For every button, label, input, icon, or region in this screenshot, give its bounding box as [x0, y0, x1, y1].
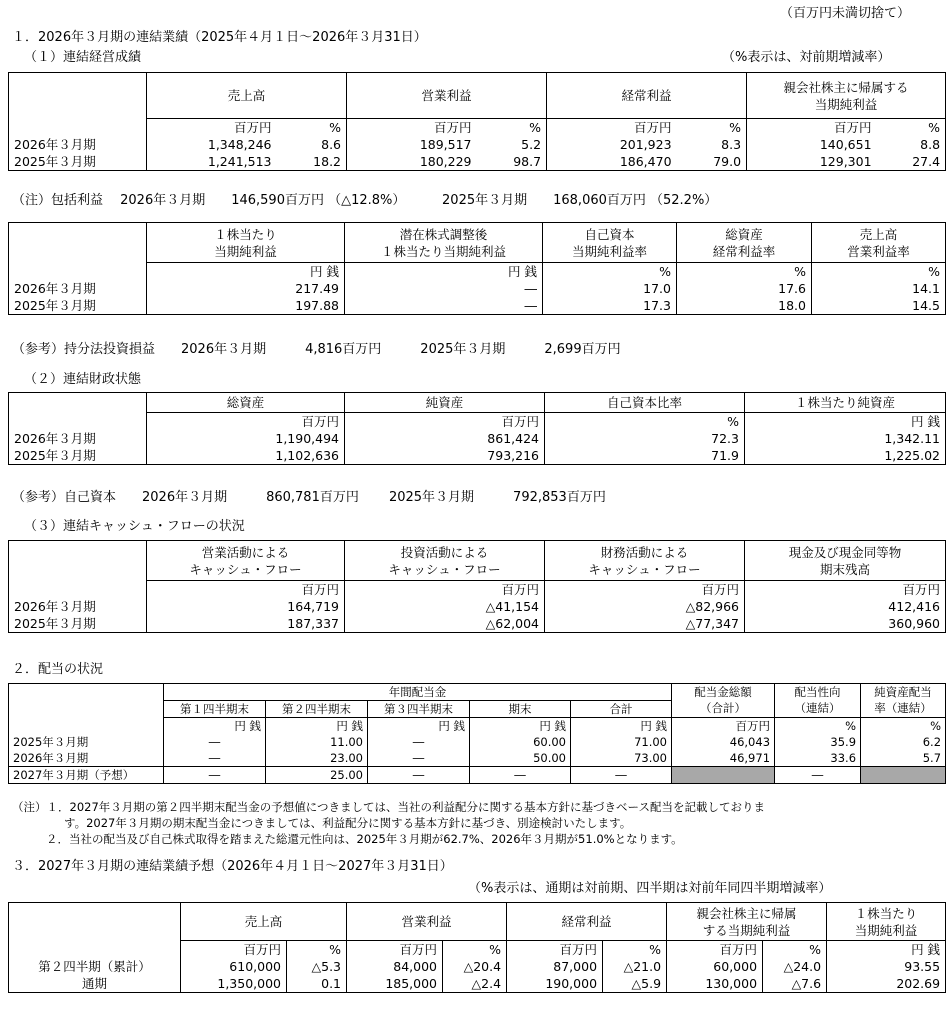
header-operating-cf: 営業活動による キャッシュ・フロー: [147, 541, 345, 581]
cell: 60.00: [470, 734, 571, 750]
cell: 8.3: [677, 136, 747, 153]
cell: △62,004: [345, 615, 545, 633]
unit-label: 百万円: [745, 581, 946, 599]
row-label: 2026年３月期: [9, 430, 147, 447]
section-2-title: ２．配当の状況: [12, 662, 104, 677]
cell: 8.6: [277, 136, 347, 153]
cell: 610,000: [181, 958, 287, 975]
table-row: [9, 136, 946, 153]
cell: 79.0: [677, 153, 747, 171]
cell: 412,416: [745, 598, 946, 615]
unit-label: 百万円: [147, 119, 277, 137]
header-investing-cf: 投資活動による キャッシュ・フロー: [345, 541, 545, 581]
unit-label: %: [543, 263, 677, 281]
forecast-header-operating: 営業利益: [347, 903, 507, 941]
unit-label: 百万円: [347, 119, 477, 137]
header-bps: １株当たり純資産: [745, 393, 946, 413]
forecast-table: [8, 902, 946, 993]
section-1-title: １．2026年３月期の連結業績（2025年４月１日～2026年３月31日）: [12, 30, 427, 45]
unit-label: %: [812, 263, 946, 281]
unit-label: %: [775, 718, 861, 735]
cell: ―: [345, 280, 543, 297]
row-label: 2027年３月期（予想）: [9, 767, 164, 784]
table-row: [9, 750, 946, 767]
cell: ―: [571, 767, 672, 784]
cell: 6.2: [861, 734, 946, 750]
header-doe-sub: 率（連結）: [861, 701, 946, 718]
header-operating-margin: 売上高 営業利益率: [812, 223, 946, 263]
unit-label: 百万円: [181, 941, 287, 959]
unit-label: %: [603, 941, 667, 959]
table-row: [9, 430, 946, 447]
cell: 23.00: [266, 750, 368, 767]
cell: 185,000: [347, 975, 443, 993]
unit-label: 円 銭: [164, 718, 266, 735]
cell: ―: [345, 297, 543, 315]
row-label: 2026年３月期: [9, 598, 147, 615]
unit-label: 百万円: [507, 941, 603, 959]
unit-label: 円 銭: [571, 718, 672, 735]
cell: 27.4: [877, 153, 946, 171]
results-table: [8, 72, 946, 171]
section-1-2-title: （２）連結財政状態: [24, 372, 142, 387]
cell: 0.1: [287, 975, 347, 993]
unit-note: （百万円未満切捨て）: [780, 6, 911, 21]
cell: 1,241,513: [147, 153, 277, 171]
cell: 5.2: [477, 136, 547, 153]
financial-position-table: [8, 392, 946, 465]
header-q2: 第２四半期末: [266, 701, 368, 718]
cell: ―: [164, 750, 266, 767]
unit-label: %: [545, 413, 745, 431]
unit-label: %: [287, 941, 347, 959]
unit-label: 円 銭: [368, 718, 470, 735]
unit-label: %: [677, 263, 812, 281]
cell: 190,000: [507, 975, 603, 993]
row-label: 2026年３月期: [9, 750, 164, 767]
cell: 72.3: [545, 430, 745, 447]
dividends-table: [8, 683, 946, 784]
cashflow-table: [8, 540, 946, 633]
cell: 201,923: [547, 136, 677, 153]
cell: 5.7: [861, 750, 946, 767]
cell: 33.6: [775, 750, 861, 767]
cell: ―: [164, 734, 266, 750]
unit-label: 円 銭: [266, 718, 368, 735]
cell: 1,342.11: [745, 430, 946, 447]
cell: 46,043: [672, 734, 775, 750]
unit-label: 百万円: [147, 413, 345, 431]
cell: 140,651: [747, 136, 877, 153]
unit-label: 百万円: [547, 119, 677, 137]
cell: 130,000: [667, 975, 763, 993]
cell: 46,971: [672, 750, 775, 767]
per-share-table: [8, 222, 946, 315]
header-total-dividends-sub: （合計）: [672, 701, 775, 718]
cell: 186,470: [547, 153, 677, 171]
cell: △24.0: [763, 958, 827, 975]
cell: 14.5: [812, 297, 946, 315]
cell: 35.9: [775, 734, 861, 750]
cell: 71.00: [571, 734, 672, 750]
cell: △2.4: [443, 975, 507, 993]
forecast-header-sales: 売上高: [181, 903, 347, 941]
cell: △7.6: [763, 975, 827, 993]
cell: 17.3: [543, 297, 677, 315]
table-row: [9, 447, 946, 465]
section-1-1-note: （%表示は、対前期増減率）: [722, 50, 891, 65]
unit-label: 百万円: [345, 581, 545, 599]
unit-label: 百万円: [667, 941, 763, 959]
unit-label: 円 銭: [827, 941, 946, 959]
results-header-net: 親会社株主に帰属する 当期純利益: [747, 73, 946, 119]
cell: ―: [470, 767, 571, 784]
unit-label: 百万円: [545, 581, 745, 599]
cell: △21.0: [603, 958, 667, 975]
comprehensive-income-note: （注）包括利益 2026年３月期 146,590百万円 （△12.8%） 2025年３月期 168,060百万円 （52.2%）: [12, 193, 718, 208]
cell: 87,000: [507, 958, 603, 975]
cell: 60,000: [667, 958, 763, 975]
row-label: 2025年３月期: [9, 153, 147, 171]
cell: ―: [775, 767, 861, 784]
cell: 73.00: [571, 750, 672, 767]
cell: 202.69: [827, 975, 946, 993]
cell: 1,350,000: [181, 975, 287, 993]
cell: 129,301: [747, 153, 877, 171]
row-label: 2025年３月期: [9, 615, 147, 633]
header-q1: 第１四半期末: [164, 701, 266, 718]
unit-label: 百万円: [672, 718, 775, 735]
cell: 11.00: [266, 734, 368, 750]
dividend-note-2: ２．当社の配当及び自己株式取得を踏まえた総還元性向は、2025年３月期が62.7%、2026年３月期が51.0%となります。: [46, 832, 683, 846]
header-net-assets: 純資産: [345, 393, 545, 413]
cell: 25.00: [266, 767, 368, 784]
unit-label: %: [861, 718, 946, 735]
cell: 98.7: [477, 153, 547, 171]
header-annual-dividends: 年間配当金: [164, 684, 672, 701]
header-roe: 自己資本 当期純利益率: [543, 223, 677, 263]
unit-label: %: [763, 941, 827, 959]
header-payout: 配当性向: [775, 684, 861, 701]
unit-label: 円 銭: [345, 263, 543, 281]
row-label: 第２四半期（累計）: [9, 958, 181, 975]
cell: 93.55: [827, 958, 946, 975]
forecast-header-net: 親会社株主に帰属 する当期純利益: [667, 903, 827, 941]
results-header-sales: 売上高: [147, 73, 347, 119]
cell: 18.2: [277, 153, 347, 171]
section-3-title: ３．2027年３月期の連結業績予想（2026年４月１日～2027年３月31日）: [12, 859, 453, 874]
forecast-header-ordinary: 経常利益: [507, 903, 667, 941]
cell: 189,517: [347, 136, 477, 153]
cell: ―: [368, 767, 470, 784]
cell: 18.0: [677, 297, 812, 315]
table-row: [9, 297, 946, 315]
table-row: [9, 767, 946, 784]
unit-label: 百万円: [747, 119, 877, 137]
table-row: [9, 615, 946, 633]
equity-method-note: （参考）持分法投資損益 2026年３月期 4,816百万円 2025年３月期 2,699百万円: [12, 342, 621, 357]
cell: ―: [164, 767, 266, 784]
cell: 1,190,494: [147, 430, 345, 447]
section-3-note: （%表示は、通期は対前期、四半期は対前年同四半期増減率）: [468, 881, 832, 896]
header-eps: １株当たり 当期純利益: [147, 223, 345, 263]
cell: ―: [368, 734, 470, 750]
dividend-note-1-cont: す。2027年３月期の期末配当金につきましては、利益配分に関する基本方針に基づき、別途検討いたします。: [64, 816, 632, 830]
section-1-3-title: （３）連結キャッシュ・フローの状況: [24, 519, 245, 534]
results-header-ordinary: 経常利益: [547, 73, 747, 119]
table-row: [9, 734, 946, 750]
cell: 180,229: [347, 153, 477, 171]
cell: 187,337: [147, 615, 345, 633]
cell: 84,000: [347, 958, 443, 975]
cell: 861,424: [345, 430, 545, 447]
header-roa: 総資産 経常利益率: [677, 223, 812, 263]
cell: 17.6: [677, 280, 812, 297]
dividend-note-1: （注）１．2027年３月期の第２四半期末配当金の予想値につきましては、当社の利益配分に関する基本方針に基づきベース配当を記載しておりま: [12, 800, 765, 814]
header-financing-cf: 財務活動による キャッシュ・フロー: [545, 541, 745, 581]
cell: △77,347: [545, 615, 745, 633]
cell: 8.8: [877, 136, 946, 153]
table-row: [9, 598, 946, 615]
unit-label: 円 銭: [745, 413, 946, 431]
header-year-end: 期末: [470, 701, 571, 718]
header-q3: 第３四半期末: [368, 701, 470, 718]
header-doe: 純資産配当: [861, 684, 946, 701]
cell: 164,719: [147, 598, 345, 615]
section-1-1-title: （１）連結経営成績: [24, 50, 142, 65]
cell: △82,966: [545, 598, 745, 615]
row-label: 2025年３月期: [9, 447, 147, 465]
unit-label: %: [877, 119, 946, 137]
cell: △20.4: [443, 958, 507, 975]
unit-label: %: [443, 941, 507, 959]
table-row: [9, 153, 946, 171]
unit-label: 円 銭: [147, 263, 345, 281]
header-payout-sub: （連結）: [775, 701, 861, 718]
header-total: 合計: [571, 701, 672, 718]
cell: 1,348,246: [147, 136, 277, 153]
cell: 1,225.02: [745, 447, 946, 465]
results-header-operating: 営業利益: [347, 73, 547, 119]
row-label: 2025年３月期: [9, 734, 164, 750]
shaded-cell: [672, 767, 775, 784]
header-diluted-eps: 潜在株式調整後 １株当たり当期純利益: [345, 223, 543, 263]
cell: 17.0: [543, 280, 677, 297]
unit-label: 百万円: [347, 941, 443, 959]
cell: 71.9: [545, 447, 745, 465]
table-row: [9, 975, 946, 993]
header-equity-ratio: 自己資本比率: [545, 393, 745, 413]
cell: △5.9: [603, 975, 667, 993]
row-label: 2026年３月期: [9, 136, 147, 153]
cell: 14.1: [812, 280, 946, 297]
cell: 793,216: [345, 447, 545, 465]
cell: 1,102,636: [147, 447, 345, 465]
header-cash-end: 現金及び現金同等物 期末残高: [745, 541, 946, 581]
cell: ―: [368, 750, 470, 767]
table-row: [9, 958, 946, 975]
unit-label: %: [277, 119, 347, 137]
cell: △41,154: [345, 598, 545, 615]
header-total-assets: 総資産: [147, 393, 345, 413]
cell: △5.3: [287, 958, 347, 975]
unit-label: 百万円: [345, 413, 545, 431]
row-label: 2026年３月期: [9, 280, 147, 297]
cell: 50.00: [470, 750, 571, 767]
cell: 217.49: [147, 280, 345, 297]
cell: 360,960: [745, 615, 946, 633]
shaded-cell: [861, 767, 946, 784]
row-label: 2025年３月期: [9, 297, 147, 315]
cell: 197.88: [147, 297, 345, 315]
unit-label: 円 銭: [470, 718, 571, 735]
unit-label: 百万円: [147, 581, 345, 599]
unit-label: %: [477, 119, 547, 137]
row-label: 通期: [9, 975, 181, 993]
table-row: [9, 280, 946, 297]
equity-note: （参考）自己資本 2026年３月期 860,781百万円 2025年３月期 792,853百万円: [12, 490, 606, 505]
unit-label: %: [677, 119, 747, 137]
forecast-header-eps: １株当たり 当期純利益: [827, 903, 946, 941]
header-total-dividends: 配当金総額: [672, 684, 775, 701]
